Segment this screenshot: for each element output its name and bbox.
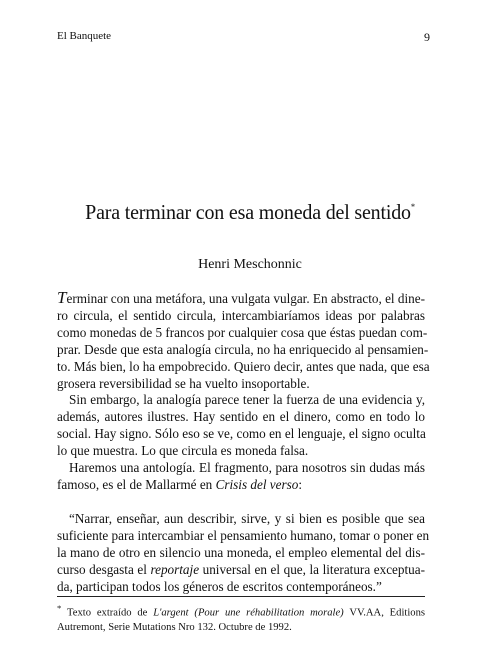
quote-line: la mano de otro en silencio una moneda, el empleo elemental del dis- xyxy=(57,544,425,560)
quote-line-text: universal en el que, la literatura exceptua- xyxy=(199,561,425,577)
footnote-line: Autremont, Serie Mutations Nro 132. Octubre de 1992. xyxy=(57,621,292,633)
quote-line: “Narrar, enseñar, aun describir, sirve, y si bien es posible que sea xyxy=(69,510,425,526)
body-line xyxy=(57,477,425,494)
body-line-text: erminar con una metáfora, una vulgata vulgar. En abstracto, el dine- xyxy=(66,291,425,306)
body-line: Haremos una antología. El fragmento, para nosotros sin dudas más xyxy=(69,460,425,476)
body-line: prar. Desde que esta analogía circula, no ha enriquecido al pensamien- xyxy=(57,341,429,357)
body-line: además, autores ilustres. Hay sentido en el dinero, como en todo lo xyxy=(57,409,425,425)
article-body xyxy=(57,288,430,595)
body-line: grosera reversibilidad se ha vuelto insoportable. xyxy=(57,375,310,391)
running-head xyxy=(57,30,430,45)
footnote-mark: * xyxy=(57,603,62,613)
footnote-text: Texto extraído de xyxy=(61,607,154,619)
running-head-title: El Banquete xyxy=(57,30,112,42)
body-line xyxy=(57,288,425,308)
body-line-text: famoso, es el de Mallarmé en xyxy=(57,476,216,492)
article-title-text: Para terminar con esa moneda del sentido xyxy=(85,200,411,224)
body-line: social. Hay signo. Sólo eso se ve, como en el lenguaje, el signo oculta xyxy=(57,426,426,442)
page-number: 9 xyxy=(424,30,430,44)
footnote-line xyxy=(57,601,425,621)
emphasized-word: reportaje xyxy=(150,561,200,577)
title-footnote-mark: * xyxy=(410,202,415,212)
footnote xyxy=(57,601,425,635)
body-line: como monedas de 5 francos por cualquier cosa que éstas puedan com- xyxy=(57,324,428,340)
body-line-text: : xyxy=(298,476,303,492)
quote-line xyxy=(57,562,425,579)
source-title: L'argent (Pour une réhabilitation morale) xyxy=(153,607,344,619)
footnote-rule xyxy=(57,596,425,597)
paragraph-spacer xyxy=(57,494,425,511)
quote-line: suficiente para intercambiar el pensamiento humano, tomar o poner en xyxy=(57,527,430,543)
footnote-text: VV.AA, Editions xyxy=(343,607,425,619)
body-line: lo que muestra. Lo que circula es moneda falsa. xyxy=(57,443,309,459)
quote-line-text: curso desgasta el xyxy=(57,561,151,577)
article-title xyxy=(55,200,446,225)
body-line: Sin embargo, la analogía parece tener la fuerza de una evidencia y, xyxy=(69,392,425,408)
initial-letter: T xyxy=(57,288,67,307)
body-line: ro circula, el sentido circula, intercambiaríamos ideas por palabras xyxy=(57,307,425,323)
work-title: Crisis del verso xyxy=(215,476,299,492)
author-name: Henri Meschonnic xyxy=(198,257,302,272)
quote-line: da, participan todos los géneros de escritos contemporáneos.” xyxy=(57,578,382,594)
body-line: to. Más bien, lo ha empobrecido. Quiero decir, antes que nada, que esa xyxy=(57,358,430,374)
